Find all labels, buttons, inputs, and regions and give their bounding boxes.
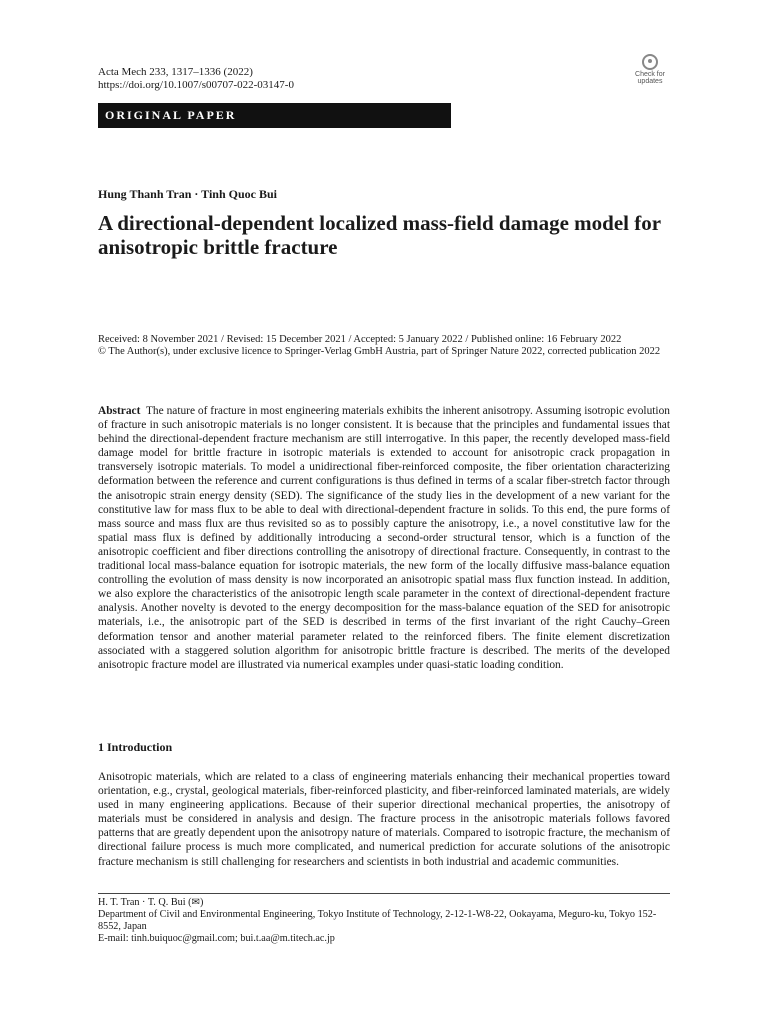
footnote-divider: [98, 893, 670, 894]
check-updates-icon: [642, 54, 658, 70]
affiliation-names: H. T. Tran · T. Q. Bui (✉): [98, 897, 204, 908]
publication-history: [98, 334, 670, 358]
copyright-line: © The Author(s), under exclusive licence to Springer-Verlag GmbH Austria, part of Springer Nature 2022, corrected publication 2022: [98, 346, 661, 357]
affiliation-email[interactable]: E-mail: tinh.buiquoc@gmail.com; bui.t.aa@m.titech.ac.jp: [98, 933, 335, 944]
check-updates-label-1: Check for: [635, 71, 665, 78]
doi-link[interactable]: https://doi.org/10.1007/s00707-022-03147-0: [98, 79, 294, 91]
abstract-heading: Abstract: [98, 405, 141, 417]
introduction-paragraph: Anisotropic materials, which are related to a class of engineering materials enhancing their mechanical properties toward orientation, e.g., crystal, geological materials, fiber-reinforced plasticity, and fiber-reinforced laminated materials, are widely used in many engineering applications. Because of their superior directional mechanical properties, the anisotropy of materials must be considered in analysis and design. The fracture process in the anisotropic materials follows favored patterns that are greatly dependent upon the anisotropy nature of materials. Compared to isotropic fracture, the mechanism of directional failure process is much more complicated, and numerical prediction for accurate solutions of the anisotropic fracture mechanism is still challenging for researchers and scientists in both industrial and academic communities.: [98, 771, 670, 868]
section-heading-introduction: 1 Introduction: [98, 740, 173, 754]
dates-line: Received: 8 November 2021 / Revised: 15 December 2021 / Accepted: 5 January 2022 / Published online: 16 February 2022: [98, 334, 622, 345]
abstract: [98, 404, 670, 672]
author-affiliation: [98, 897, 670, 945]
journal-citation-block: [98, 66, 294, 92]
paper-title: A directional-dependent localized mass-field damage model for anisotropic brittle fracture: [98, 211, 661, 259]
journal-citation: Acta Mech 233, 1317–1336 (2022): [98, 66, 253, 78]
abstract-text: The nature of fracture in most engineering materials exhibits the inherent anisotropy. Assuming isotropic evolution of fracture in such anisotropic materials is no longer consistent. It is because that the principles and fundamental issues that behind the directional-dependent fracture mechanism are still interrogative. In this paper, the recently developed mass-field damage model for brittle fracture in isotropic materials is extended to account for anisotropic crack propagation in transversely isotropic materials. To model a unidirectional fiber-reinforced composite, the fiber orientation characterizing deformation between the reference and current configurations is thus defined in terms of a scalar fiber-stretch factor through the anisotropic strain energy density (SED). The significance of the study lies in the development of a new variant for the constitutive law for mass flux to be able to deal with directional-dependent fracture in solids. To this end, the pure forms of mass source and mass flux are thus revisited so as to possibly capture the anisotropy, i.e., a novel constitutive law for the spatial mass flux is defined by additionally introducing a second-order structural tensor, which is a function of the anisotropic coefficient and fiber directions controlling the anisotropy of directional fracture. Consequently, in contrast to the traditional local mass-balance equation for isotropic materials, the new form of the locally diffusive mass-balance equation controlling the evolution of mass density is now incorporated an anisotropic spatial mass flux function instead. In addition, we also explore the characteristics of the anisotropic length scale parameter in the context of directional-dependent fracture analysis. Another novelty is devoted to the energy decomposition for the mass-balance equation of the SED for anisotropic materials, i.e., the anisotropic part of the SED is described in terms of the first invariant of the right Cauchy–Green deformation tensor and another material parameter related to the reinforced fibers. The finite element discretization associated with a staggered solution algorithm for anisotropic brittle fracture is described. The merits of the developed anisotropic fracture model are illustrated via numerical examples under quasi-static loading condition.: [98, 405, 670, 671]
affiliation-department: Department of Civil and Environmental Engineering, Tokyo Institute of Technology, 2-12-1-W8-22, Ookayama, Meguro-ku, Tokyo 152-8552, Japan: [98, 909, 657, 932]
author-list: Hung Thanh Tran · Tinh Quoc Bui: [98, 187, 277, 201]
check-for-updates-badge[interactable]: [630, 52, 670, 92]
article-type-banner: ORIGINAL PAPER: [98, 103, 451, 128]
check-updates-label-2: updates: [637, 78, 663, 85]
